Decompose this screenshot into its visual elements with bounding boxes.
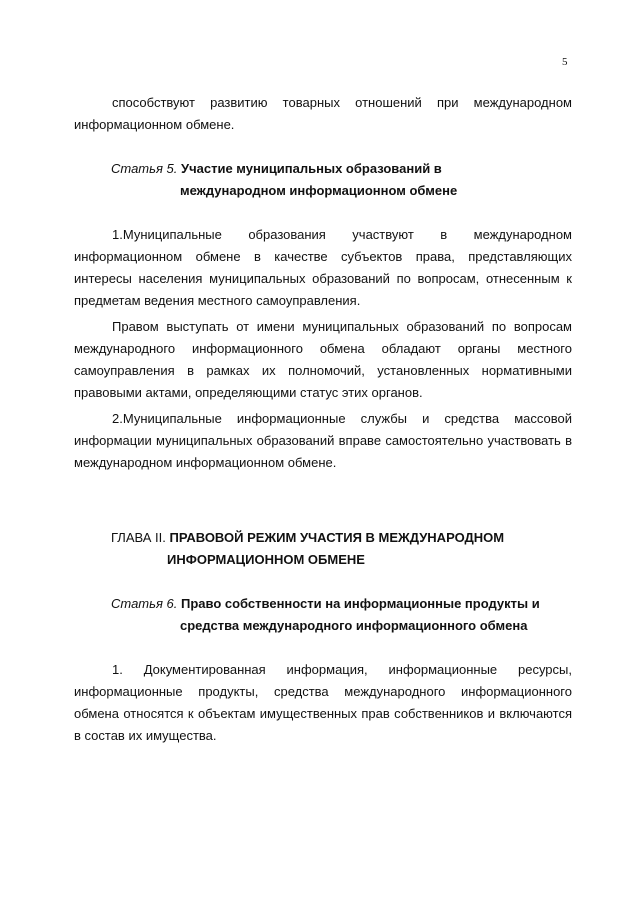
chapter-2-title-line1: ПРАВОВОЙ РЕЖИМ УЧАСТИЯ В МЕЖДУНАРОДНОМ — [169, 530, 505, 545]
article-5-paragraph-3: 2.Муниципальные информационные службы и средства массовой информации муниципальных образований вправе самостоятельно участвовать в международном информационном обмене. — [74, 411, 572, 470]
page-number: 5 — [562, 56, 568, 68]
document-body — [74, 92, 572, 747]
chapter-2-label: ГЛАВА II. — [111, 530, 166, 545]
article-6-paragraph-1: 1. Документированная информация, информационные ресурсы, информационные продукты, средства международного информационного обмена относятся к объектам имущественных прав собственников и включаются в состав их имущества. — [74, 662, 572, 743]
chapter-2-title-line2: ИНФОРМАЦИОННОМ ОБМЕНЕ — [167, 552, 365, 567]
chapter-2-heading — [74, 527, 572, 571]
article-6-title-line2: средства международного информационного обмена — [180, 618, 528, 633]
article-5-paragraph-2: Правом выступать от имени муниципальных образований по вопросам международного информационного обмена обладают органы местного самоуправления в рамках их полномочий, установленных нормативными правовыми актами, определяющими статус этих органов. — [74, 319, 572, 400]
article-5-paragraph-1: 1.Муниципальные образования участвуют в международном информационном обмене в качестве субъектов права, представляющих интересы населения муниципальных образований по вопросам, отнесенным к предметам ведения местного самоуправления. — [74, 227, 572, 308]
article-5-title-line2: международном информационном обмене — [180, 183, 458, 198]
article-5-heading — [74, 158, 572, 202]
article-6-label: Статья 6. — [111, 596, 178, 611]
paragraph-intro: способствуют развитию товарных отношений при международном информационном обмене. — [74, 95, 572, 132]
article-6-title-line1: Право собственности на информационные продукты и — [181, 596, 540, 611]
article-6-heading — [74, 593, 572, 637]
article-5-label: Статья 5. — [111, 161, 178, 176]
article-5-title-line1: Участие муниципальных образований в — [181, 161, 442, 176]
